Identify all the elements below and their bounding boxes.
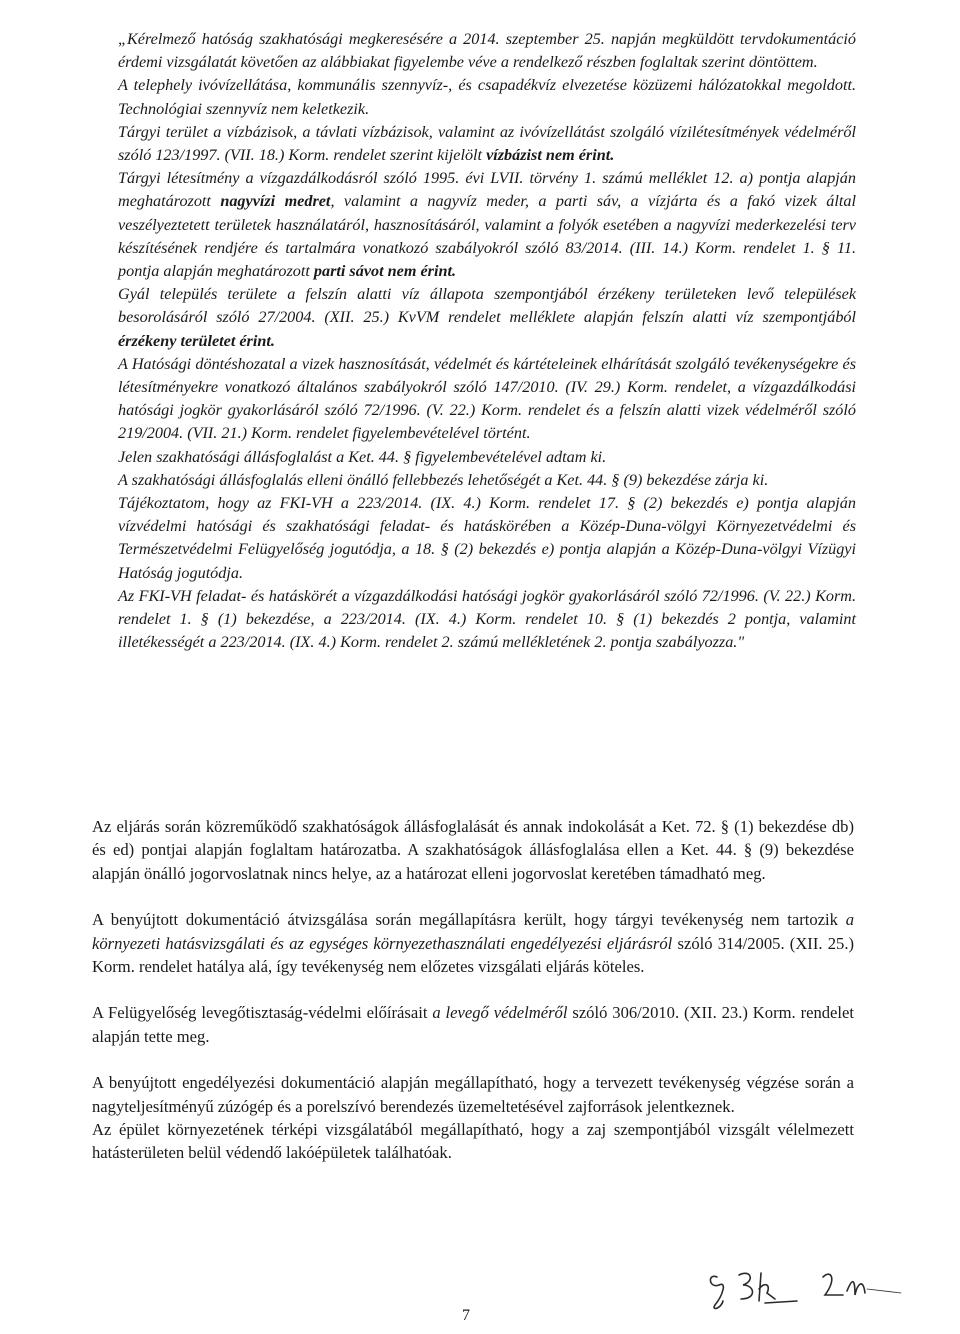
decision-body [92, 815, 854, 1165]
quoted-paragraph-flood-bed: Tárgyi létesítmény a vízgazdálkodásról szóló 1995. évi LVII. törvény 1. számú melléklet 12. a) pontja alapján meghatározott nagyvízi medret, valamint a nagyvíz meder, a parti sáv, a vízjárta és a fakó vizek által veszélyeztetett területek használatáról, hasznosításáról, valamint a folyók esetében a nagyvízi mederkezelési terv készítésének rendjére és tartalmára vonatkozó szabályokról szóló 83/2014. (III. 14.) Korm. rendelet 1. § 11. pontja alapján meghatározott parti sávot nem érint. [118, 169, 856, 281]
handwritten-signature [705, 1255, 905, 1315]
quoted-paragraph-water-base: Tárgyi terület a vízbázisok, a távlati vízbázisok, valamint az ivóvízellátást szolgáló vízilétesítmények védelméről szóló 123/1997. (VII. 18.) Korm. rendelet szerint kijelölt vízbázist nem érint. [118, 122, 856, 165]
quoted-paragraph-appeal: A szakhatósági állásfoglalás elleni önálló fellebbezés lehetőségét a Ket. 44. § (9) bekezdése zárja ki. [118, 470, 769, 489]
body-paragraph-noise-sources: A benyújtott engedélyezési dokumentáció alapján megállapítható, hogy a tervezett tevékenység végzése során a nagyteljesítményű zúzógép és a porelszívó berendezés üzemeltetésével zajforrások jelentkeznek. [92, 1073, 854, 1116]
body-paragraph-air-quality: A Felügyelőség levegőtisztaság-védelmi előírásait a levegő védelméről szóló 306/2010. (XII. 23.) Korm. rendelet alapján tette meg. [92, 1003, 855, 1046]
quoted-paragraph-sensitive-area: Gyál település területe a felszín alatti víz állapota szempontjából érzékeny területeken levő települések besorolásáról szóló 27/2004. (XII. 25.) KvVM rendelet melléklete alapján felszín alatti víz szempontjából érzékeny területet érint. [118, 285, 856, 350]
quoted-paragraph-competence: Az FKI-VH feladat- és hatáskörét a vízgazdálkodási hatósági jogkör gyakorlásáról szóló 72/1996. (V. 22.) Korm. rendelet 1. § (1) bekezdése, a 223/2014. (IX. 4.) Korm. rendelet 10. § (1) bekezdés 2 pontja, valamint illetékességét a 223/2014. (IX. 4.) Korm. rendelet 2. számú mellékletének 2. pontja szabályozza." [118, 586, 856, 652]
emphasis-text: érzékeny területet érint. [118, 331, 275, 350]
italic-text: a környezeti hatásvizsgálati és az egységes környezethasználati engedélyezési eljárásról [92, 910, 854, 953]
quoted-paragraph-successor: Tájékoztatom, hogy az FKI-VH a 223/2014. (IX. 4.) Korm. rendelet 17. § (2) bekezdés e) pontja alapján vízvédelmi hatósági és szakhatósági feladat- és hatáskörében a Közép-Duna-völgyi Környezetvédelmi és Természetvédelmi Felügyelőség jogutódja, a 18. § (2) bekezdés e) pontja alapján a Közép-Duna-völgyi Vízügyi Hatóság jogutódja. [118, 494, 856, 582]
emphasis-text: vízbázist nem érint. [486, 146, 615, 165]
quoted-paragraph-legal-basis: A Hatósági döntéshozatal a vizek hasznosítását, védelmét és kártételeinek elhárítását szolgáló tevékenységekre és létesítményekre vonatkozó általános szabályokról szóló 147/2010. (IV. 29.) Korm. rendelet, a vízgazdálkodási hatósági jogkör gyakorlásáról szóló 72/1996. (V. 22.) Korm. rendelet és a felszín alatti vizek védelméről szóló 219/2004. (VII. 21.) Korm. rendelet figyelembevételével történt. [118, 354, 856, 443]
quoted-paragraph-water-supply: A telephely ivóvízellátása, kommunális szennyvíz-, és csapadékvíz elvezetése közüzemi hálózatokkal megoldott. Technológiai szennyvíz nem keletkezik. [118, 76, 856, 118]
quoted-paragraph-issued: Jelen szakhatósági állásfoglalást a Ket. 44. § figyelembevételével adtam ki. [118, 447, 607, 466]
body-paragraph-noise-area: Az épület környezetének térképi vizsgálatából megállapítható, hogy a zaj szempontjából vizsgált vélelmezett hatásterületen belül védendő lakóépületek találhatóak. [92, 1120, 854, 1163]
italic-text: a levegő védelméről [432, 1003, 568, 1023]
body-paragraph-authorities: Az eljárás során közreműködő szakhatóságok állásfoglalását és annak indokolását a Ket. 72. § (1) bekezdése db) és ed) pontjai alapján foglaltam határozatba. A szakhatóságok állásfoglalása ellen a Ket. 44. § (9) bekezdése alapján önálló jogorvoslatnak nincs helye, az a határozat elleni jogorvoslat keretében támadható meg. [92, 817, 854, 883]
emphasis-text: parti sávot nem érint. [313, 262, 457, 281]
emphasis-text: nagyvízi medret [220, 192, 331, 211]
page-number: 7 [462, 1307, 470, 1324]
quoted-paragraph-intro: „Kérelmező hatóság szakhatósági megkeresésére a 2014. szeptember 25. napján megküldött tervdokumentáció érdemi vizsgálatát követően az alábbiakat figyelembe véve a rendelkező részben foglaltak szerint döntöttem. [118, 30, 856, 72]
quoted-opinion-block [118, 28, 856, 654]
body-paragraph-impact-assessment: A benyújtott dokumentáció átvizsgálása során megállapításra került, hogy tárgyi tevékenység nem tartozik a környezeti hatásvizsgálati és az egységes környezethasználati engedélyezési eljárásról szóló 314/2005. (XII. 25.) Korm. rendelet hatálya alá, így tevékenység nem előzetes vizsgálati eljárás köteles. [92, 910, 854, 977]
